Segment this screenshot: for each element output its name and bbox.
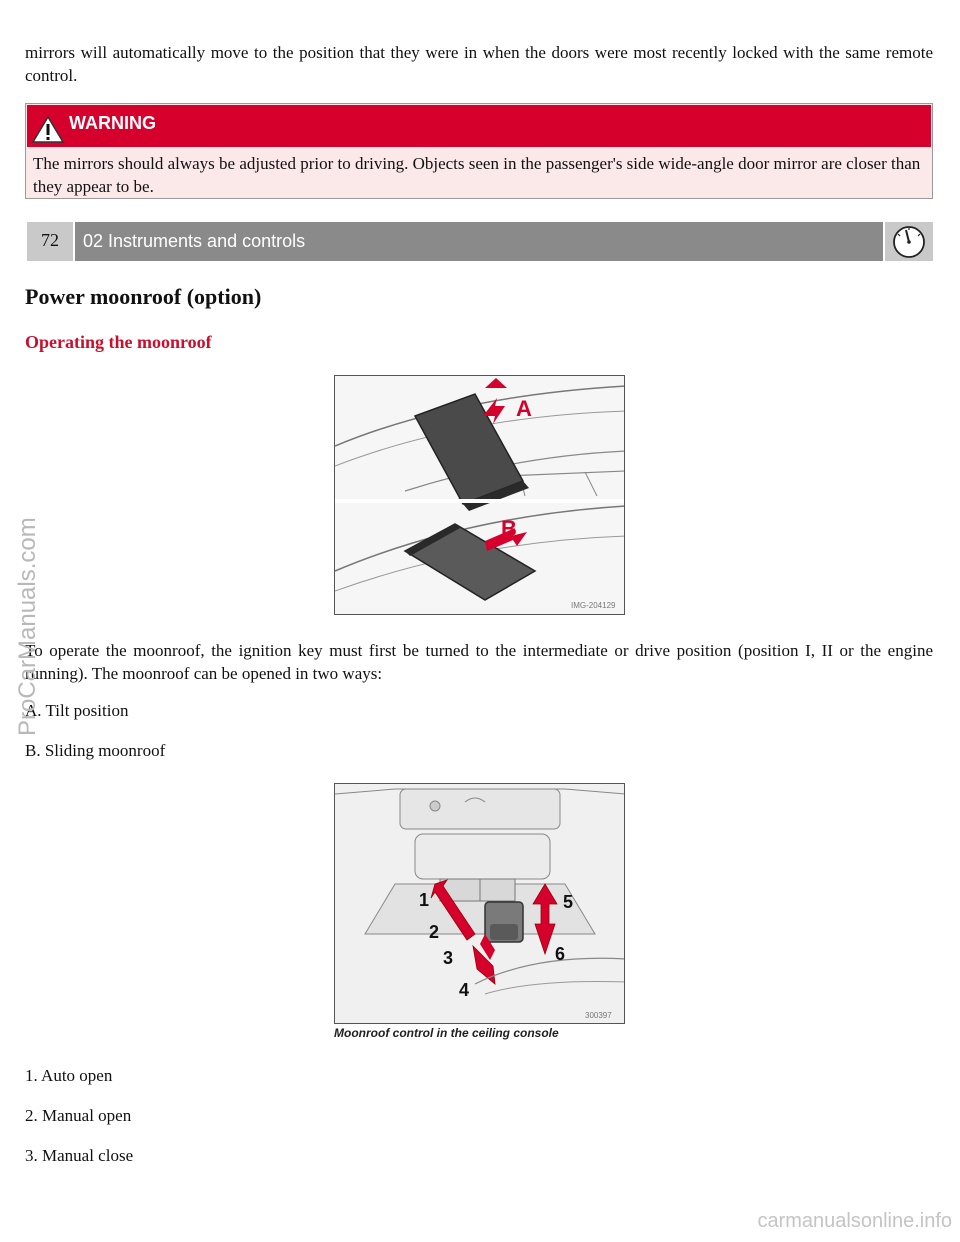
intro-paragraph: mirrors will automatically move to the position that they were in when the doors were most recently locked with the same remote control. bbox=[25, 43, 933, 85]
side-watermark bbox=[8, 500, 48, 740]
warning-triangle-icon bbox=[32, 115, 64, 143]
operate-paragraph: To operate the moonroof, the ignition key must first be turned to the intermediate or drive position (position I, II or the engine running). The moonroof can be opened in two ways: bbox=[25, 641, 933, 683]
moonroof-modes-figure bbox=[334, 375, 625, 615]
moonroof-illustration bbox=[335, 376, 625, 615]
section-bar bbox=[27, 222, 933, 261]
label-b: B bbox=[501, 516, 517, 541]
gauge-icon bbox=[885, 222, 933, 261]
mode-item-sliding: B. Sliding moonroof bbox=[25, 741, 166, 760]
figure2-caption: Moonroof control in the ceiling console bbox=[334, 1026, 559, 1040]
page-heading: Power moonroof (option) bbox=[25, 284, 262, 309]
mode-item-tilt: A. Tilt position bbox=[25, 701, 129, 720]
figure2-image-id: 300397 bbox=[585, 1011, 612, 1020]
control-number-3: 3 bbox=[443, 948, 454, 968]
gauge-icon-box bbox=[885, 222, 933, 261]
warning-box bbox=[25, 103, 933, 199]
control-item-manual-open: 2. Manual open bbox=[25, 1106, 132, 1125]
control-item-manual-close: 3. Manual close bbox=[25, 1146, 134, 1165]
figure1-image-id: IMG-204129 bbox=[571, 601, 616, 610]
moonroof-control-figure bbox=[334, 783, 625, 1024]
control-number-1: 1 bbox=[419, 890, 430, 910]
control-number-4: 4 bbox=[459, 980, 470, 1000]
control-item-auto-open: 1. Auto open bbox=[25, 1066, 113, 1085]
section-title: 02 Instruments and controls bbox=[75, 222, 883, 261]
bottom-watermark: carmanualsonline.info bbox=[757, 1210, 952, 1232]
warning-header bbox=[27, 105, 931, 147]
control-number-6: 6 bbox=[555, 944, 566, 964]
sub-heading: Operating the moonroof bbox=[25, 332, 212, 352]
label-a: A bbox=[516, 396, 532, 421]
side-watermark-text: ProCarManuals.com bbox=[14, 517, 41, 736]
ceiling-console-illustration bbox=[335, 784, 625, 1024]
control-number-2: 2 bbox=[429, 922, 440, 942]
warning-title: WARNING bbox=[69, 113, 156, 133]
warning-body: The mirrors should always be adjusted prior to driving. Objects seen in the passenger's side wide-angle door mirror are closer than they appear to be. bbox=[33, 154, 921, 196]
control-number-5: 5 bbox=[563, 892, 574, 912]
page-number: 72 bbox=[27, 222, 73, 261]
